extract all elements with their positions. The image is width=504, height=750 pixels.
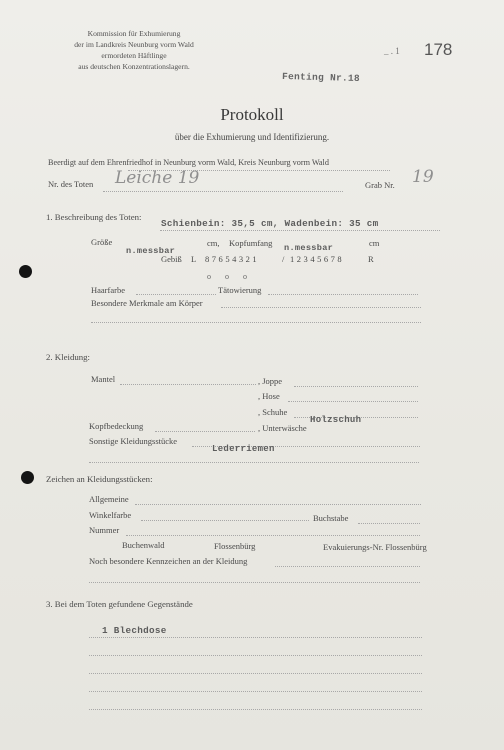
grave-label: Grab Nr. [365,180,395,190]
shoes-value: Holzschuh [310,415,362,425]
punch-hole-bottom [21,471,34,484]
size-value: n.messbar [126,246,176,256]
commission-line-3: ermordeten Häftlinge [101,51,167,60]
trousers-label: , Hose [258,391,280,401]
hair-label: Haarfarbe [91,285,125,295]
cm-label-2: cm [369,238,380,248]
head-value: n.messbar [284,243,334,253]
buchenwald-label: Buchenwald [122,540,165,550]
more-marks-label: Noch besondere Kennzeichen an der Kleidung [89,556,248,566]
deceased-value: Leiche 19 [115,168,200,188]
commission-line-2: der im Landkreis Neunburg vorm Wald [74,40,194,49]
size-label: Größe [91,237,113,247]
stamp-reference: Fenting Nr.18 [281,70,361,85]
other-clothing-label: Sonstige Kleidungsstücke [89,436,178,446]
teeth-l: L [191,254,197,264]
typed-measurements: Schienbein: 35,5 cm, Wadenbein: 35 cm [161,218,379,229]
jacket-label: , Joppe [258,376,283,386]
teeth-left: 8 7 6 5 4 3 2 1 [205,254,257,264]
grave-value: 19 [412,167,434,187]
burial-line: Beerdigt auf dem Ehrenfriedhof in Neunburg vorm Wald, Kreis Neunburg vorm Wald [48,158,329,167]
page-number: 178 [424,40,453,59]
teeth-separator: / [282,254,285,264]
head-label: Kopfumfang [229,238,273,248]
teeth-marks: o o o [207,272,253,281]
shoes-label: , Schuhe [258,407,288,417]
found-item: 1 Blechdose [102,625,167,636]
section1-heading: 1. Beschreibung des Toten: [46,212,142,222]
marks-heading: Zeichen an Kleidungsstücken: [46,474,153,484]
section2-heading: 2. Kleidung: [46,352,90,362]
deceased-label: Nr. des Toten [48,179,94,189]
commission-line-4: aus deutschen Konzentrationslagern. [78,62,190,71]
coat-label: Mantel [91,374,116,384]
flossenburg-label: Flossenbürg [214,541,256,551]
underwear-label: , Unterwäsche [258,423,307,433]
letter-label: Buchstabe [313,513,349,523]
teeth-right: 1 2 3 4 5 6 7 8 [290,254,342,264]
angle-color-label: Winkelfarbe [89,510,132,520]
headgear-label: Kopfbedeckung [89,421,144,431]
punch-hole-top [19,265,32,278]
teeth-label: Gebiß [161,254,182,264]
commission-header [49,28,219,72]
cm-label-1: cm, [207,238,220,248]
other-clothing-value: Lederriemen [212,444,275,454]
section3-heading: 3. Bei dem Toten gefundene Gegenstände [46,599,193,609]
tattoo-label: Tätowierung [218,285,262,295]
evacuation-number-label: Evakuierungs-Nr. Flossenbürg [323,542,427,552]
page-title: Protokoll [220,105,284,124]
commission-line-1: Kommission für Exhumierung [87,29,181,38]
page-mark: _ . 1 [384,46,400,56]
number-label: Nummer [89,525,120,535]
teeth-r: R [368,254,374,264]
general-label: Allgemeine [89,494,129,504]
features-label: Besondere Merkmale am Körper [91,298,203,308]
page-subtitle: über die Exhumierung und Identifizierung. [174,132,330,142]
